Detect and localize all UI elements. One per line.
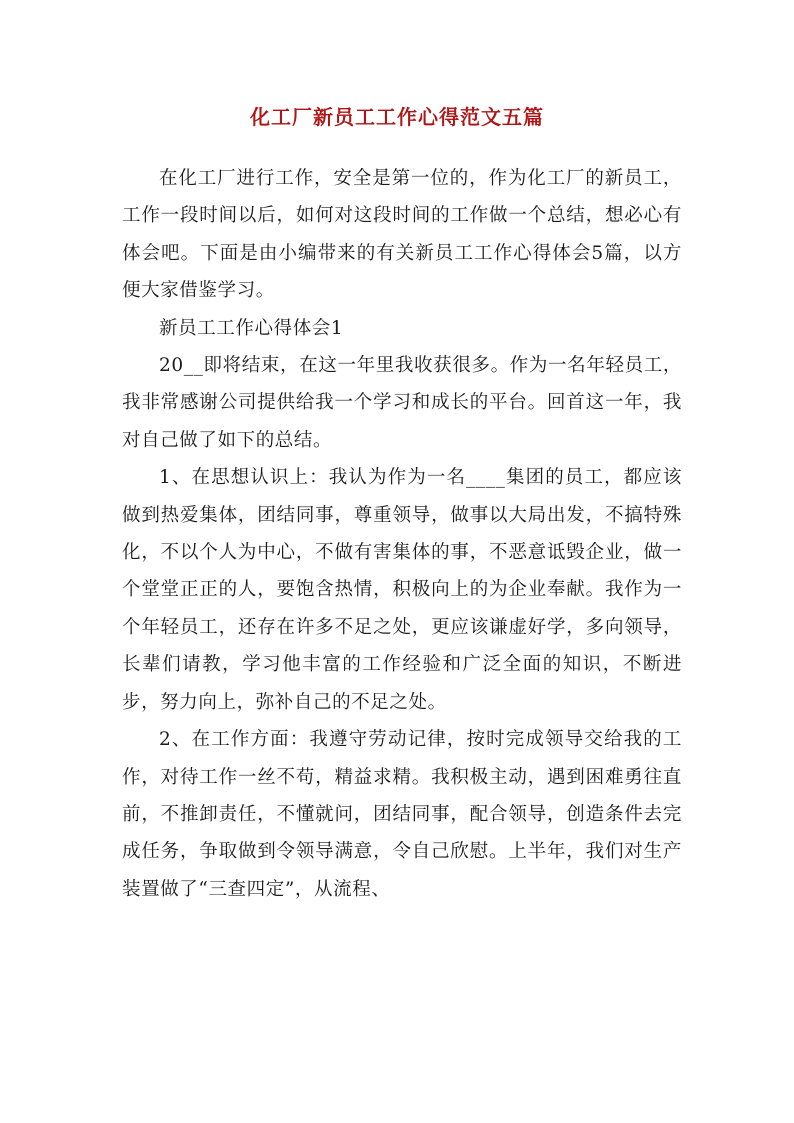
body-paragraph: 1、在思想认识上：我认为作为一名____集团的员工，都应该做到热爱集体，团结同事，尊重领导，做事以大局出发，不搞特殊化，不以个人为中心，不做有害集体的事，不恶意诋毁企业，做一个堂堂正正的人，要饱含热情，积极向上的为企业奉献。我作为一个年轻员工，还存在许多不足之处，更应该谦虚好学，多向领导，长辈们请教，学习他丰富的工作经验和广泛全面的知识，不断进步，努力向上，弥补自己的不足之处。 [122, 467, 682, 713]
body-paragraph: 2、在工作方面：我遵守劳动记律，按时完成领导交给我的工作，对待工作一丝不苟，精益求精。我积极主动，遇到困难勇往直前，不推卸责任，不懂就问，团结同事，配合领导，创造条件去完成任务，争取做到令领导满意，令自己欣慰。上半年，我们对生产装置做了“三查四定”，从流程、 [122, 729, 682, 900]
intro-paragraph: 在化工厂进行工作，安全是第一位的，作为化工厂的新员工，工作一段时间以后，如何对这段时间的工作做一个总结，想必心有体会吧。下面是由小编带来的有关新员工工作心得体会5篇，以方便大家借鉴学习。 [122, 168, 682, 302]
section-heading: 新员工工作心得体会1 [159, 317, 344, 339]
document-body [122, 160, 682, 908]
body-paragraph: 20__即将结束，在这一年里我收获很多。作为一名年轻员工，我非常感谢公司提供给我一个学习和成长的平台。回首这一年，我对自己做了如下的总结。 [122, 355, 682, 451]
document-title: 化工厂新员工工作心得范文五篇 [250, 105, 544, 129]
